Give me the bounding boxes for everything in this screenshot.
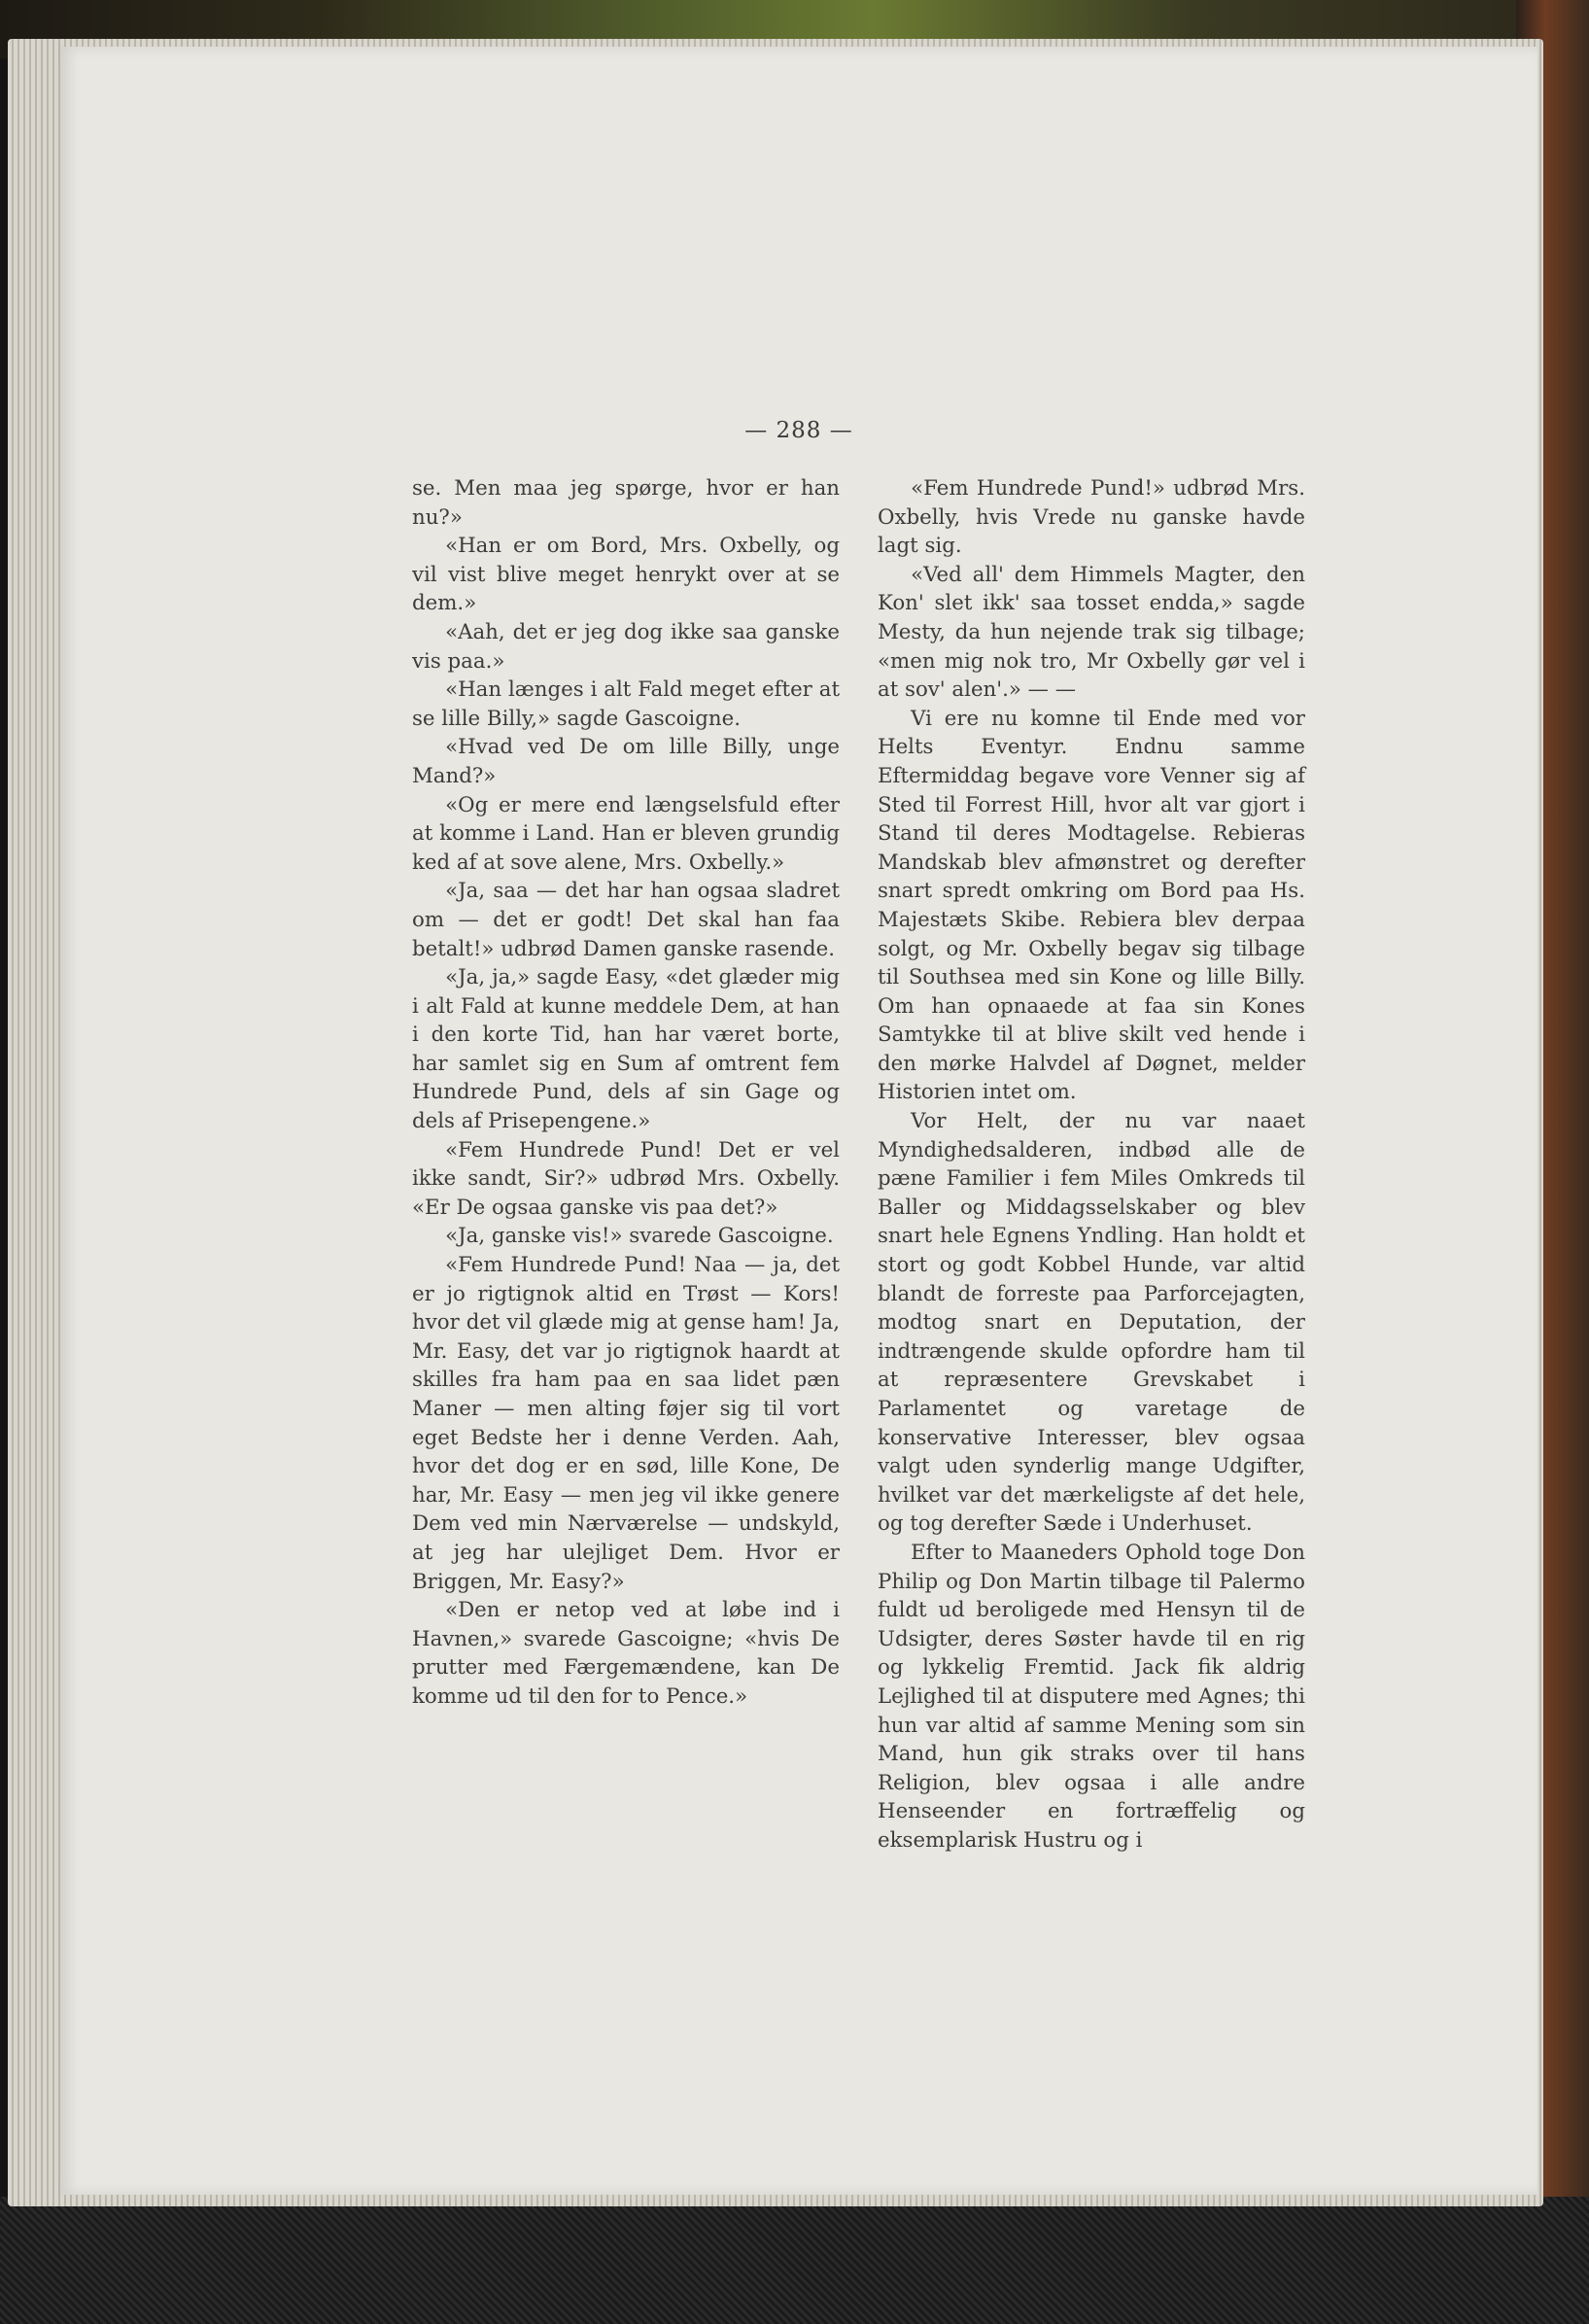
paragraph: «Han længes i alt Fald meget efter at se lille Billy,» sagde Gascoigne. bbox=[412, 677, 840, 731]
paragraph: «Fem Hundrede Pund!» udbrød Mrs. Oxbelly, hvis Vrede nu ganske havde lagt sig. bbox=[878, 476, 1305, 559]
paragraph: «Hvad ved De om lille Billy, unge Mand?» bbox=[412, 735, 840, 788]
book-cover-bottom bbox=[0, 2197, 1589, 2324]
paragraph: «Aah, det er jeg dog ikke saa ganske vis paa.» bbox=[412, 619, 840, 674]
paragraph: «Ved all' dem Himmels Magter, den Kon' slet ikk' saa tosset endda,» sagde Mesty, da hun nejende trak sig tilbage; «men mig nok tro, Mr Oxbelly gør vel i at sov' alen'.» — — bbox=[878, 562, 1305, 703]
paragraph: «Fem Hundrede Pund! Naa — ja, det er jo rigtignok altid en Trøst — Kors! hvor det vil glæde mig at gense ham! Ja, Mr. Easy, det var jo rigtignok haardt at skilles fra ham paa en saa lidet pæn Maner — men alting føjer sig til vort eget Bedste her i denne Verden. Aah, hvor det dog er en sød, lille Kone, De har, Mr. Easy — men jeg vil ikke genere Dem ved min Nærværelse — undskyld, at jeg har ulejliget Dem. Hvor er Briggen, Mr. Easy?» bbox=[412, 1253, 840, 1594]
paragraph: Vi ere nu komne til Ende med vor Helts Eventyr. Endnu samme Eftermiddag begave vore Venner sig af Sted til Forrest Hill, hvor alt var gjort i Stand til deres Modtagelse. Rebieras Mandskab blev afmønstret og derefter snart spredt omkring om Bord paa Hs. Majestæts Skibe. Rebiera blev derpaa solgt, og Mr. Oxbelly begav sig tilbage til Southsea med sin Kone og lille Billy. Om han opnaaede at faa sin Kones Samtykke til at blive skilt ved hende i den mørke Halvdel af Døgnet, melder Historien intet om. bbox=[878, 706, 1305, 1105]
left-column bbox=[412, 474, 840, 1712]
page-number: — 288 — bbox=[744, 418, 853, 443]
paragraph: «Ja, saa — det har han ogsaa sladret om — det er godt! Det skal han faa betalt!» udbrød Damen ganske rasende. bbox=[412, 879, 840, 961]
paragraph: «Den er netop ved at løbe ind i Havnen,» svarede Gascoigne; «hvis De prutter med Færgemændene, kan De komme ud til den for to Pence.» bbox=[412, 1598, 840, 1709]
paragraph: «Ja, ganske vis!» svarede Gascoigne. bbox=[445, 1224, 834, 1249]
paragraph: se. Men maa jeg spørge, hvor er han nu?» bbox=[412, 476, 840, 530]
paragraph: «Ja, ja,» sagde Easy, «det glæder mig i alt Fald at kunne meddele Dem, at han i den korte Tid, han har været borte, har samlet sig en Sum af omtrent fem Hundrede Pund, dels af sin Gage og dels af Prisepengene.» bbox=[412, 965, 840, 1134]
paragraph: «Og er mere end længselsfuld efter at komme i Land. Han er bleven grundig ked af at sove alene, Mrs. Oxbelly.» bbox=[412, 792, 840, 875]
paragraph: Efter to Maaneders Ophold toge Don Philip og Don Martin tilbage til Palermo fuldt ud beroligede med Hensyn til de Udsigter, deres Søster havde til en rig og lykkelig Fremtid. Jack fik aldrig Lejlighed til at disputere med Agnes; thi hun var altid af samme Mening som sin Mand, hun gik straks over til hans Religion, blev ogsaa i alle andre Henseender en fortræffelig og eksemplarisk Hustru og i bbox=[878, 1540, 1305, 1853]
paragraph: «Han er om Bord, Mrs. Oxbelly, og vil vist blive meget henrykt over at se dem.» bbox=[412, 534, 840, 616]
paragraph: Vor Helt, der nu var naaet Myndighedsalderen, indbød alle de pæne Familier i fem Miles Omkreds til Baller og Middagsselskaber og blev snart hele Egnens Yndling. Han holdt et stort og godt Kobbel Hunde, var altid blandt de forreste paa Parforcejagten, modtog snart en Deputation, der indtrængende skulde opfordre ham til at repræsentere Grevskabet i Parlamentet og varetage de konservative Interesser, blev ogsaa valgt uden synderlig mange Udgifter, hvilket var det mærkeligste af det hele, og tog derefter Sæde i Underhuset. bbox=[878, 1109, 1305, 1537]
right-column bbox=[878, 474, 1305, 1856]
book-page bbox=[60, 47, 1537, 2195]
paragraph: «Fem Hundrede Pund! Det er vel ikke sandt, Sir?» udbrød Mrs. Oxbelly. «Er De ogsaa ganske vis paa det?» bbox=[412, 1137, 840, 1220]
